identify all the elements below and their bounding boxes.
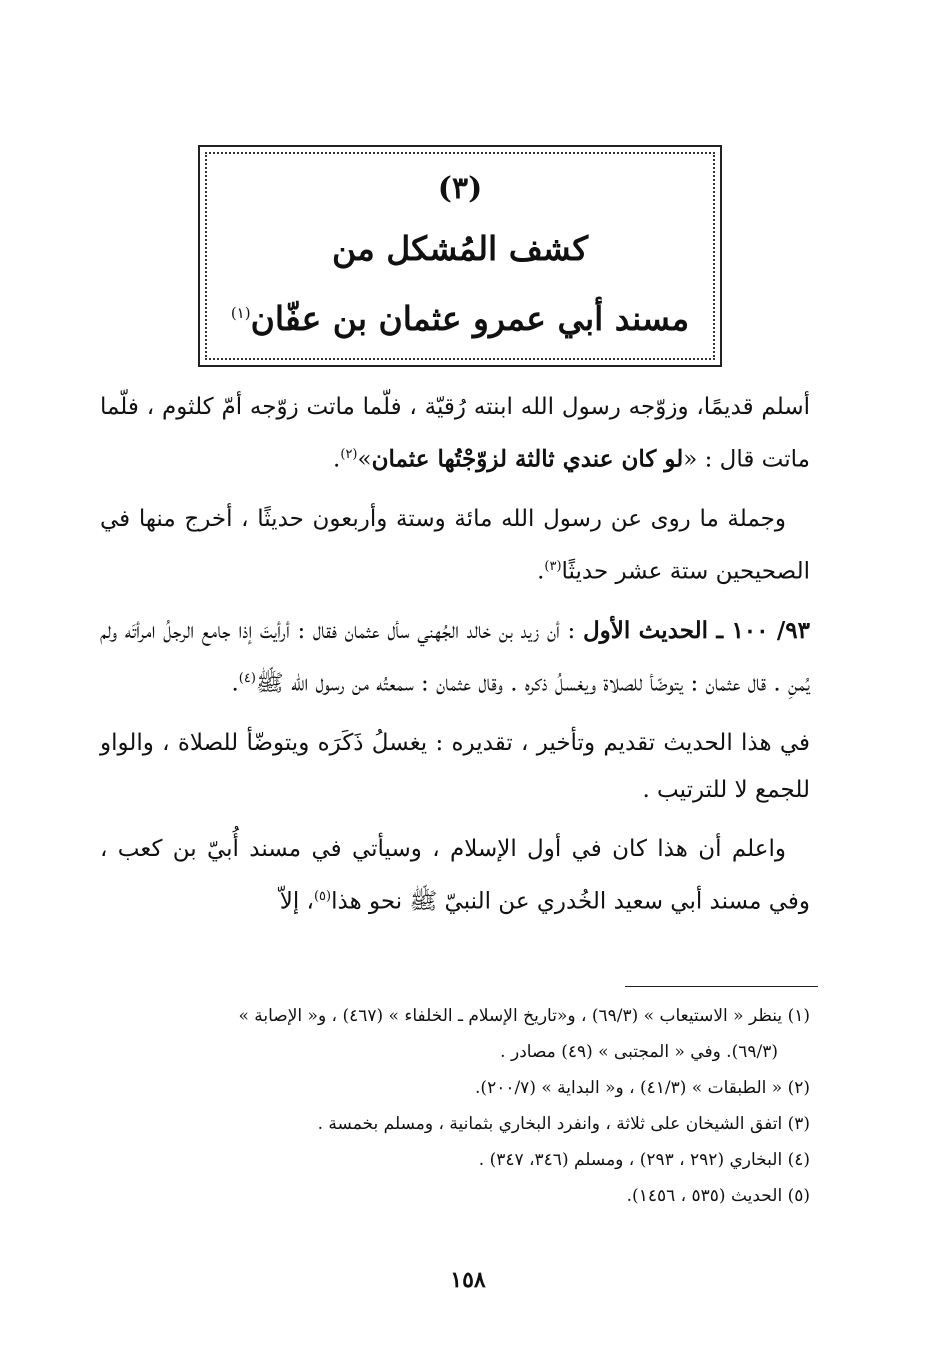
paragraph-text: » xyxy=(357,446,372,473)
paragraph-3 xyxy=(100,607,810,708)
paragraph-text: . xyxy=(231,670,239,697)
paragraph-text: وجملة ما روى عن رسول الله مائة وستة وأربعون حديثًا ، أخرج منها في الصحيحين ستة عشر حديثًا xyxy=(100,505,810,585)
paragraph-text: . xyxy=(333,446,341,473)
chapter-title-inner-frame xyxy=(205,152,715,360)
chapter-title-line-2 xyxy=(231,281,689,351)
footnote-separator xyxy=(625,986,818,987)
paragraph-1 xyxy=(100,384,810,484)
footnote-1-continued: (٦٩/٣). وفي « المجتبى » (٤٩) مصادر . xyxy=(500,1042,778,1062)
paragraph-text: . xyxy=(537,558,545,585)
footnote-marker: (٥) xyxy=(313,888,332,904)
footnote-marker: (٢) xyxy=(340,447,358,462)
paragraph-2 xyxy=(100,496,810,596)
footnotes xyxy=(100,998,810,1214)
footnote-marker: (١) xyxy=(230,304,251,322)
paragraph-text: أسلم قديمًا، وزوّجه رسول الله ابنته رُقيّة ، فلّما ماتت زوّجه أمّ كلثوم ، فلّما ماتت قال : « xyxy=(100,394,810,473)
footnote-2: (٢) « الطبقات » (٤١/٣) ، و« البداية » (٢٠٠/٧). xyxy=(475,1078,810,1098)
chapter-title-line-1: كشف المُشكل من xyxy=(331,229,589,268)
footnote-marker: (٤) xyxy=(238,671,256,687)
footnote-marker: (٣) xyxy=(544,558,562,574)
footnote-3: (٣) اتفق الشيخان على ثلاثة ، وانفرد البخاري بثمانية ، ومسلم بخمسة . xyxy=(317,1114,810,1134)
footnote-1: (١) ينظر « الاستيعاب » (٦٩/٣) ، و«تاريخ الإسلام ـ الخلفاء » (٤٦٧) ، و« الإصابة » xyxy=(238,1006,810,1026)
footnote-5: (٥) الحديث (٥٣٥ ، ١٤٥٦). xyxy=(626,1186,810,1206)
paragraph-4: في هذا الحديث تقديم وتأخير ، تقديره : يغسلُ ذَكَرَه ويتوضّأ للصلاة ، والواو للجمع لا للترتيب . xyxy=(100,729,810,803)
paragraph-text: ، إلاّ xyxy=(279,888,314,915)
chapter-title-line-2-text: مسند أبي عمرو عثمان بن عفّان xyxy=(250,299,690,338)
chapter-title-frame xyxy=(198,145,722,367)
page-number: ١٥٨ xyxy=(450,1267,486,1293)
footnote-4: (٤) البخاري (٢٩٢ ، ٢٩٣) ، ومسلم (٣٤٦، ٣٤٧) . xyxy=(478,1150,810,1170)
paragraph-text: واعلم أن هذا كان في أول الإسلام ، وسيأتي في مسند أُبيّ بن كعب ، وفي مسند أبي سعيد الخُدري عن النبيّ ﷺ نحو هذا xyxy=(100,835,810,915)
hadith-heading: ٩٣/ ١٠٠ ـ الحديث الأول xyxy=(582,617,810,645)
paragraph-text: : أن زيد بن خالد الجُهني سأل عثمان فقال : أرأيتَ إذا جامع الرجلُ امرأتَه ولم يُمنِ . قال عثمان : يتوضّأ للصلاة ويغسلُ ذكره . وقال عثمان : سمعتُه من رسول الله ﷺ xyxy=(100,618,810,697)
paragraph-5 xyxy=(100,826,810,926)
hadith-quote: لو كان عندي ثالثة لزوّجْتُها عثمان xyxy=(371,445,684,473)
main-text xyxy=(100,384,810,938)
chapter-number: (٣) xyxy=(437,171,483,206)
